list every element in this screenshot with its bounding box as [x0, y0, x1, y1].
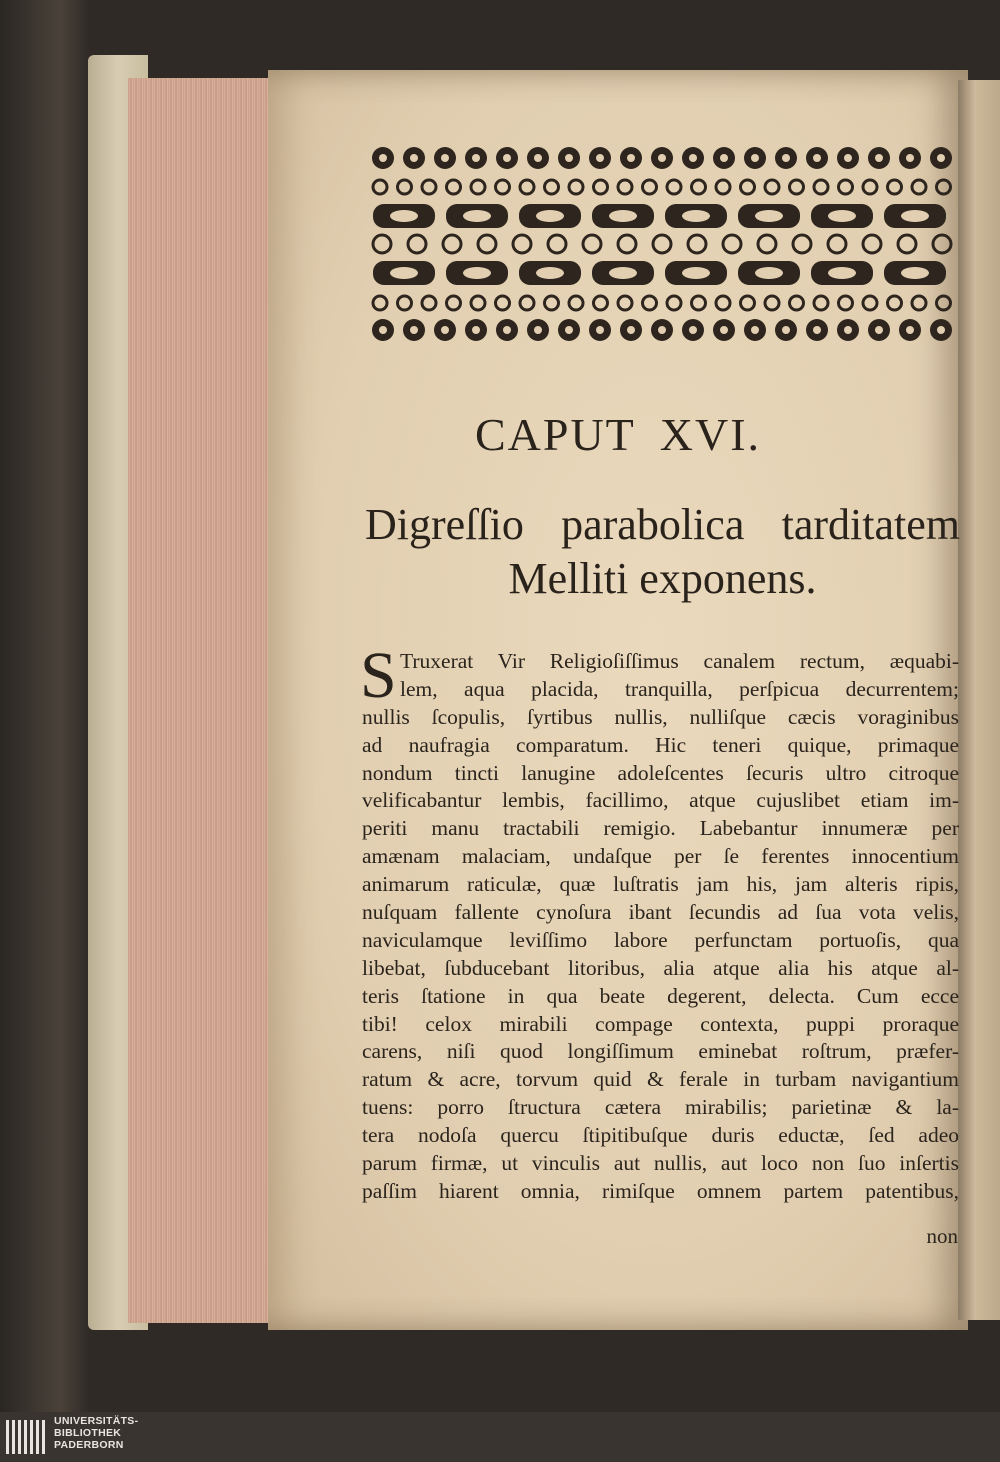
chapter-heading-word: CAPUT: [474, 409, 636, 460]
library-name: [54, 1415, 138, 1451]
text-line: animarum raticulæ, quæ luſtratis jam his, jam alteris ripis,: [362, 872, 959, 897]
text-line: velificabantur lembis, facillimo, atque cujuslibet etiam im-: [362, 788, 959, 813]
text-line: naviculamque leviſſimo labore perfunctam portuoſis, qua: [362, 927, 959, 952]
chapter-heading: [268, 408, 968, 461]
library-name-line: PADERBORN: [54, 1439, 124, 1451]
subtitle-word: parabolica: [561, 500, 745, 549]
library-stripes-logo-icon: [6, 1418, 50, 1456]
subtitle-word: tarditatem: [781, 500, 960, 549]
text-line: nullis ſcopulis, ſyrtibus nullis, nulliſque cæcis voraginibus: [362, 704, 959, 729]
headpiece-graphic: [368, 140, 958, 350]
page-fore-edge: [128, 78, 278, 1323]
body-text: [360, 639, 959, 1206]
text-line: Truxerat Vir Religioſiſſimus canalem rectum, æquabi-: [400, 649, 959, 673]
catchword: non: [926, 1224, 958, 1248]
subtitle-line-2: Melliti exponens.: [508, 554, 817, 603]
text-line: nuſquam fallente cynoſura ibant ſecundis ad ſua vota velis,: [362, 900, 959, 925]
footer-bar: [0, 1412, 1000, 1462]
text-line: parum firmæ, ut vinculis aut nullis, aut loco non ſuo inſertis: [362, 1151, 959, 1176]
text-line: tuens: porro ſtructura cætera mirabilis; parietinæ & la-: [362, 1095, 959, 1120]
text-line: tera nodoſa quercu ſtipitibuſque duris eductæ, ſed adeo: [362, 1123, 959, 1148]
text-line: ratum & acre, torvum quid & ferale in turbam navigantium: [362, 1067, 959, 1092]
chapter-subtitle: [365, 498, 960, 606]
text-line: nondum tincti lanugine adoleſcentes ſecuris ultro citroque: [362, 760, 959, 785]
drop-cap: S: [360, 639, 397, 712]
text-line: teris ſtatione in qua beate degerent, delecta. Cum ecce: [362, 983, 959, 1008]
library-name-line: BIBLIOTHEK: [54, 1427, 122, 1439]
text-line: paſſim hiarent omnia, rimiſque omnem partem patentibus,: [362, 1178, 959, 1203]
library-name-line: UNIVERSITÄTS-: [54, 1415, 139, 1427]
text-line: carens, niſi quod longiſſimum eminebat roſtrum, præfer-: [362, 1039, 959, 1064]
subtitle-word: Digreſſio: [365, 500, 524, 549]
text-line: tibi! celox mirabili compage contexta, puppi proraque: [362, 1011, 959, 1036]
facing-page-edge: [958, 80, 1000, 1320]
text-line: amænam malaciam, undaſque per ſe ferentes innocentium: [362, 844, 959, 869]
text-line: ad naufragia comparatum. Hic teneri quique, primaque: [362, 732, 959, 757]
text-line: lem, aqua placida, tranquilla, perſpicua decurrentem;: [400, 676, 959, 701]
chapter-heading-word: XVI.: [659, 409, 762, 460]
text-line: libebat, ſubducebant litoribus, alia atque alia his atque al-: [362, 955, 959, 980]
text-line: periti manu tractabili remigio. Labebantur innumeræ per: [362, 816, 959, 841]
ornamental-headpiece: [368, 140, 958, 350]
